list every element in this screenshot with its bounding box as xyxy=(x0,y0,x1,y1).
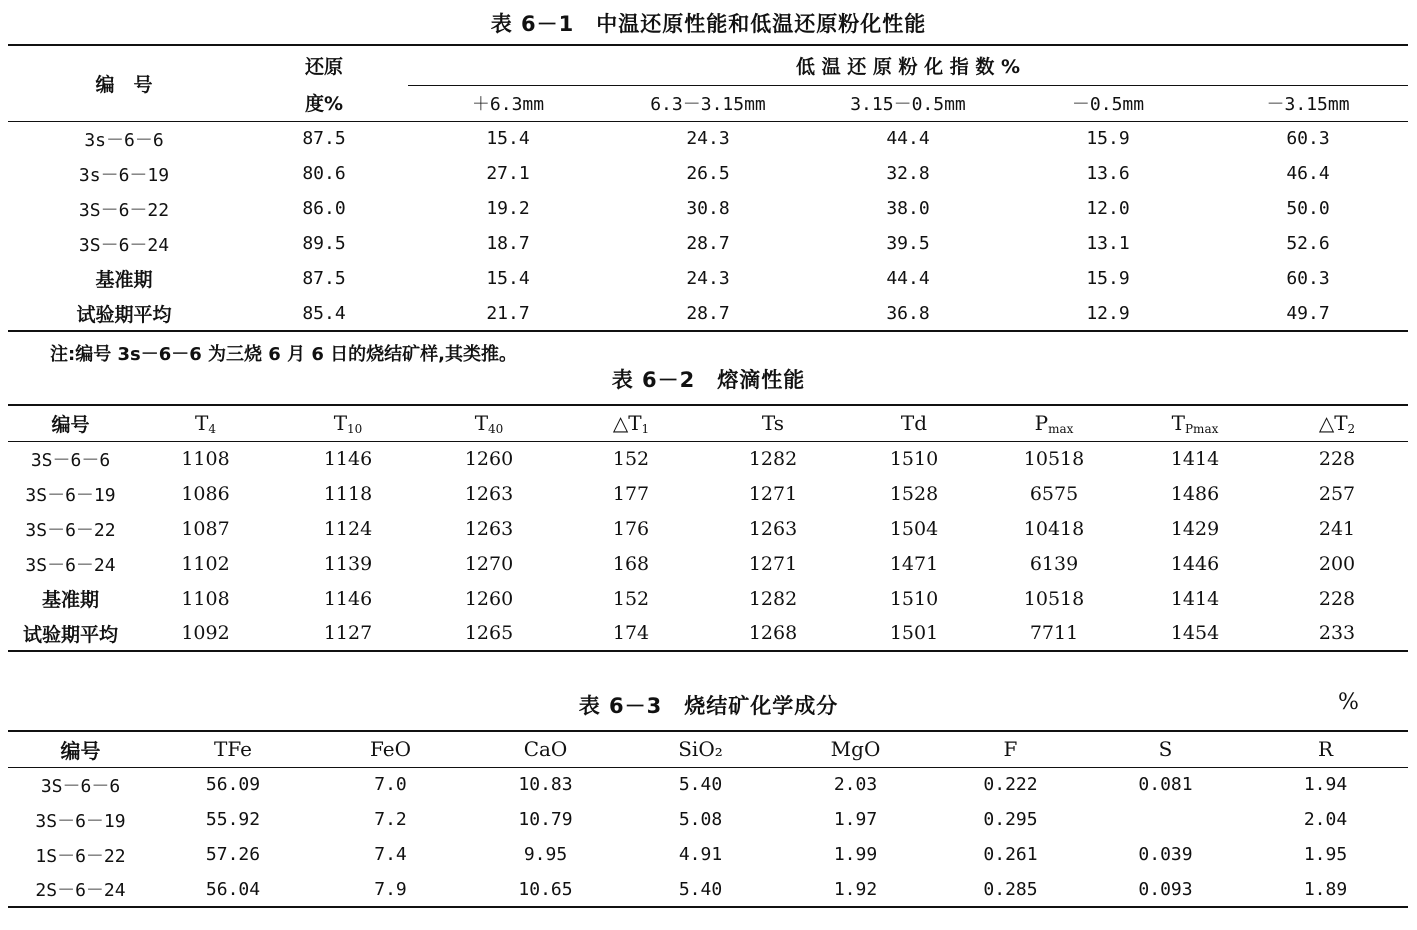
data-cell: 50.0 xyxy=(1286,198,1330,219)
row-id-cell: 试验期平均 xyxy=(8,296,240,331)
data-cell: 233 xyxy=(1266,616,1408,651)
table3-header-row xyxy=(8,731,1408,767)
header-ldi-sub: ＋6.3mm xyxy=(408,85,608,121)
table2 xyxy=(8,404,1408,652)
data-cell: 30.8 xyxy=(686,198,730,219)
data-cell: 1429 xyxy=(1170,517,1220,540)
header-col xyxy=(1266,405,1408,441)
row-id-cell: 1S－6－22 xyxy=(35,845,126,867)
data-cell: 5.40 xyxy=(623,872,778,907)
data-cell: 38.0 xyxy=(886,198,930,219)
header-id: 编 号 xyxy=(8,45,240,121)
table3-unit: % xyxy=(1338,690,1359,715)
data-cell: 7.0 xyxy=(374,774,407,796)
data-cell: 1510 xyxy=(889,587,939,610)
table1-caption: 表 6－1 中温还原性能和低温还原粉化性能 xyxy=(490,12,927,36)
data-cell: 15.9 xyxy=(1086,128,1130,150)
header-col-label: T xyxy=(195,410,209,435)
header-col-label: △T xyxy=(1318,410,1348,435)
data-cell: 0.285 xyxy=(933,872,1088,907)
data-cell: 1124 xyxy=(323,517,373,540)
row-id-cell: 3S－6－6 xyxy=(30,449,111,471)
data-cell: 1127 xyxy=(278,616,418,651)
header-col-subscript: 40 xyxy=(488,421,504,436)
row-id-cell: 基准期 xyxy=(41,589,99,611)
data-cell: 200 xyxy=(1318,552,1356,575)
data-cell: 0.093 xyxy=(1088,872,1243,907)
header-col-label: T xyxy=(333,410,348,435)
data-cell: 1265 xyxy=(418,616,560,651)
table2-header-row xyxy=(8,405,1408,441)
data-cell: 18.7 xyxy=(486,233,530,254)
data-cell: 27.1 xyxy=(486,163,530,184)
data-cell: 1.97 xyxy=(833,809,878,830)
data-cell: 1146 xyxy=(323,587,373,610)
data-cell: 177 xyxy=(612,482,650,505)
data-cell: 1.99 xyxy=(833,844,878,865)
header-reduction-b: 度% xyxy=(240,85,408,121)
data-cell: 228 xyxy=(1318,447,1356,470)
table2-caption: 表 6－2 熔滴性能 xyxy=(611,368,806,392)
data-cell: 10518 xyxy=(1023,587,1085,610)
data-cell: 4.91 xyxy=(678,844,723,865)
header-ldi: 低 温 还 原 粉 化 指 数 % xyxy=(408,45,1408,85)
data-cell: 152 xyxy=(612,447,650,470)
data-cell: 7711 xyxy=(984,616,1124,651)
data-cell: 0.081 xyxy=(1138,774,1193,796)
data-cell: 6139 xyxy=(1029,552,1079,575)
data-cell: 1282 xyxy=(748,447,798,470)
data-cell: 1270 xyxy=(464,552,514,575)
data-cell: 1414 xyxy=(1170,447,1220,470)
data-cell: 1454 xyxy=(1124,616,1266,651)
data-cell: 1087 xyxy=(181,517,230,540)
table-row xyxy=(8,767,1408,802)
table-row xyxy=(8,156,1408,191)
row-id-cell: 3S－6－19 xyxy=(35,810,126,832)
data-cell: 1528 xyxy=(889,482,939,505)
header-col-subscript: 10 xyxy=(347,421,363,436)
header-col-subscript: 4 xyxy=(208,421,216,436)
data-cell: 15.9 xyxy=(1086,268,1130,289)
header-col-label: △T xyxy=(612,410,642,435)
table-row xyxy=(8,296,1408,331)
data-cell: 26.5 xyxy=(686,163,730,184)
data-cell: 257 xyxy=(1318,482,1356,505)
row-id-cell: 2S－6－24 xyxy=(8,872,153,907)
table-row xyxy=(8,511,1408,546)
data-cell: 44.4 xyxy=(886,128,930,150)
table-row xyxy=(8,261,1408,296)
header-col: S xyxy=(1088,731,1243,767)
data-cell: 1282 xyxy=(748,587,798,610)
data-cell: 55.92 xyxy=(205,809,261,830)
data-cell: 89.5 xyxy=(302,233,346,254)
data-cell: 1.95 xyxy=(1303,844,1348,865)
table3-caption: 表 6－3 烧结矿化学成分 xyxy=(578,694,839,718)
table-row xyxy=(8,802,1408,837)
data-cell: 1504 xyxy=(889,517,939,540)
header-col xyxy=(1124,405,1266,441)
data-cell: 12.9 xyxy=(1008,296,1208,331)
data-cell: 56.04 xyxy=(153,872,313,907)
row-id-cell: 3s－6－19 xyxy=(78,164,170,186)
data-cell: 6575 xyxy=(1029,482,1079,505)
row-id-cell: 试验期平均 xyxy=(8,616,133,651)
data-cell: 1092 xyxy=(133,616,278,651)
data-cell: 1146 xyxy=(323,447,373,470)
data-cell: 2.04 xyxy=(1303,809,1348,830)
header-id: 编号 xyxy=(8,405,133,441)
data-cell: 1260 xyxy=(464,587,514,610)
data-cell: 10.83 xyxy=(518,774,573,796)
data-cell: 7.4 xyxy=(374,844,407,865)
row-id-cell: 3S－6－22 xyxy=(78,199,170,221)
table-row xyxy=(8,476,1408,511)
data-cell: 5.08 xyxy=(678,809,723,830)
data-cell: 0.261 xyxy=(983,844,1038,865)
data-cell: 5.40 xyxy=(678,774,723,796)
header-col xyxy=(560,405,702,441)
header-col xyxy=(702,405,844,441)
header-col-subscript: Pmax xyxy=(1184,421,1219,436)
data-cell: 7.9 xyxy=(313,872,468,907)
row-id-cell: 3S－6－19 xyxy=(25,484,116,506)
table1-note: 注:编号 3s－6－6 为三烧 6 月 6 日的烧结矿样,其类推。 xyxy=(50,344,517,365)
table-row xyxy=(8,191,1408,226)
data-cell: 1.92 xyxy=(778,872,933,907)
table-row xyxy=(8,121,1408,156)
data-cell: 1108 xyxy=(181,587,230,610)
table1-header-row-1 xyxy=(8,45,1408,85)
table-row xyxy=(8,441,1408,476)
header-ldi-sub: －3.15mm xyxy=(1208,85,1408,121)
data-cell: 1.94 xyxy=(1303,774,1348,796)
header-col xyxy=(984,405,1124,441)
data-cell: 13.1 xyxy=(1086,233,1130,254)
header-ldi-sub: 6.3－3.15mm xyxy=(608,85,808,121)
data-cell: 60.3 xyxy=(1286,128,1330,150)
header-ldi-sub: 3.15－0.5mm xyxy=(808,85,1008,121)
data-cell: 1118 xyxy=(323,482,373,505)
data-cell: 2.03 xyxy=(833,774,878,796)
data-cell: 0.222 xyxy=(983,774,1038,796)
data-cell: 87.5 xyxy=(302,128,346,150)
data-cell: 32.8 xyxy=(886,163,930,184)
header-col-label: Td xyxy=(900,411,928,436)
data-cell: 1260 xyxy=(464,447,514,470)
data-cell: 12.0 xyxy=(1086,198,1130,219)
header-col-subscript: 2 xyxy=(1347,421,1356,436)
data-cell: 152 xyxy=(612,587,650,610)
header-col: F xyxy=(933,731,1088,767)
header-col xyxy=(844,405,984,441)
data-cell: 10.65 xyxy=(468,872,623,907)
data-cell: 1471 xyxy=(889,552,939,575)
header-col xyxy=(418,405,560,441)
data-cell: 85.4 xyxy=(240,296,408,331)
table-row xyxy=(8,581,1408,616)
data-cell: 15.4 xyxy=(486,128,530,150)
header-col: SiO₂ xyxy=(623,731,778,767)
header-col xyxy=(278,405,418,441)
header-col-subscript: 1 xyxy=(641,421,650,436)
data-cell: 36.8 xyxy=(808,296,1008,331)
header-col: CaO xyxy=(468,731,623,767)
header-ldi-sub: －0.5mm xyxy=(1008,85,1208,121)
data-cell: 9.95 xyxy=(523,844,568,865)
data-cell: 87.5 xyxy=(302,268,346,289)
row-id-cell: 3S－6－6 xyxy=(40,775,121,797)
data-cell: 0.039 xyxy=(1138,844,1193,865)
header-col-subscript: max xyxy=(1048,421,1074,436)
data-cell: 39.5 xyxy=(886,233,930,254)
data-cell: 1263 xyxy=(748,517,798,540)
data-cell: 241 xyxy=(1318,517,1356,540)
data-cell: 19.2 xyxy=(486,198,530,219)
data-cell: 1263 xyxy=(464,517,514,540)
data-cell: 56.09 xyxy=(205,774,261,796)
data-cell: 24.3 xyxy=(686,268,730,289)
data-cell: 1268 xyxy=(702,616,844,651)
header-col-label: T xyxy=(1171,410,1185,435)
table-row xyxy=(8,616,1408,651)
row-id-cell: 3S－6－22 xyxy=(25,519,116,541)
data-cell: 1086 xyxy=(181,482,230,505)
header-col: R xyxy=(1243,731,1408,767)
data-cell xyxy=(1088,802,1243,837)
table-row xyxy=(8,837,1408,872)
data-cell: 1486 xyxy=(1170,482,1220,505)
data-cell: 1510 xyxy=(889,447,939,470)
data-cell: 44.4 xyxy=(886,268,930,289)
header-col xyxy=(133,405,278,441)
data-cell: 28.7 xyxy=(686,233,730,254)
row-id-cell: 3S－6－24 xyxy=(78,234,170,256)
data-cell: 86.0 xyxy=(302,198,346,219)
table-row xyxy=(8,872,1408,907)
data-cell: 52.6 xyxy=(1286,233,1330,254)
data-cell: 28.7 xyxy=(608,296,808,331)
data-cell: 49.7 xyxy=(1208,296,1408,331)
row-id-cell: 基准期 xyxy=(95,269,153,291)
data-cell: 176 xyxy=(612,517,650,540)
data-cell: 57.26 xyxy=(205,844,261,865)
header-id: 编号 xyxy=(8,731,153,767)
data-cell: 21.7 xyxy=(408,296,608,331)
data-cell: 10.79 xyxy=(518,809,573,830)
header-col: MgO xyxy=(778,731,933,767)
data-cell: 10518 xyxy=(1023,447,1085,470)
data-cell: 13.6 xyxy=(1086,163,1130,184)
data-cell: 10418 xyxy=(1023,517,1085,540)
data-cell: 1414 xyxy=(1170,587,1220,610)
table1 xyxy=(8,44,1408,332)
data-cell: 0.295 xyxy=(983,809,1038,830)
data-cell: 228 xyxy=(1318,587,1356,610)
data-cell: 1102 xyxy=(181,552,230,575)
data-cell: 1271 xyxy=(748,552,798,575)
header-col-label: P xyxy=(1034,410,1049,435)
row-id-cell: 3S－6－24 xyxy=(25,554,116,576)
data-cell: 1139 xyxy=(323,552,373,575)
header-reduction-a: 还原 xyxy=(304,56,343,78)
table-row xyxy=(8,226,1408,261)
data-cell: 1271 xyxy=(748,482,798,505)
data-cell: 60.3 xyxy=(1286,268,1330,289)
data-cell: 1.89 xyxy=(1243,872,1408,907)
data-cell: 46.4 xyxy=(1286,163,1330,184)
data-cell: 1108 xyxy=(181,447,230,470)
row-id-cell: 3s－6－6 xyxy=(84,129,164,151)
data-cell: 168 xyxy=(612,552,650,575)
data-cell: 1263 xyxy=(464,482,514,505)
header-col-label: T xyxy=(474,410,489,435)
data-cell: 80.6 xyxy=(302,163,346,184)
header-col: TFe xyxy=(153,731,313,767)
data-cell: 15.4 xyxy=(486,268,530,289)
header-col-label: Ts xyxy=(761,411,785,436)
data-cell: 7.2 xyxy=(374,809,407,830)
header-col: FeO xyxy=(313,731,468,767)
table3 xyxy=(8,730,1408,908)
data-cell: 24.3 xyxy=(686,128,730,150)
data-cell: 1446 xyxy=(1170,552,1220,575)
table-row xyxy=(8,546,1408,581)
data-cell: 174 xyxy=(560,616,702,651)
data-cell: 1501 xyxy=(844,616,984,651)
